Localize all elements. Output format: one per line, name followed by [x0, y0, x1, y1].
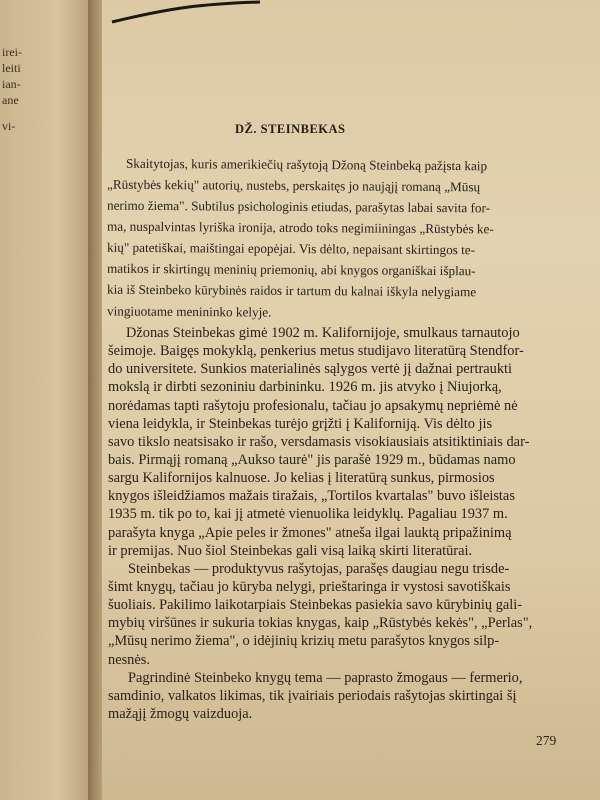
left-page-fragment: irei- [2, 45, 22, 59]
text-line: vingiuotame menininko kelyje. [106, 303, 272, 320]
text-line: sargu Kalifornijos kalnuose. Jo kelias į literatūrą sunkus, pirmosios [108, 470, 495, 487]
text-line: kia iš Steinbeko kūrybinės raidos ir tartum du kalnai iškyla nelygiame [106, 281, 477, 300]
text-line: šimt knygų, tačiau jo kūryba nelygi, prieštaringa ir vystosi savotiškais [108, 579, 511, 595]
left-page [0, 0, 95, 800]
text-line: „Mūsų nerimo žiema", o idėjinių krizių metu parašytos knygos silp- [108, 633, 500, 650]
text-line: 1935 m. tik po to, kai jį atmetė vienuolika leidyklų. Pagaliau 1937 m. [108, 506, 508, 523]
text-line: knygos išleidžiamos mažais tiražais, „Tortilos kvartalas" buvo išleistas [108, 488, 515, 505]
text-line: šeimoje. Baigęs mokyklą, penkerius metus studijavo literatūrą Stendfor- [108, 343, 524, 360]
text-line: nesnės. [108, 651, 150, 668]
text-line: Džonas Steinbekas gimė 1902 m. Kalifornijoje, smulkaus tarnautojo [126, 325, 520, 341]
left-page-fragment: vi- [2, 119, 16, 133]
text-line: Steinbekas — produktyvus rašytojas, parašęs daugiau negu trisde- [128, 560, 510, 577]
text-line: do universitete. Sunkios materialinės sąlygos vertė jį dažnai pertraukti [108, 361, 513, 378]
page-title: DŽ. STEINBEKAS [235, 122, 346, 136]
text-line: ir premijas. Nuo šiol Steinbekas gali visą laiką skirti literatūrai. [108, 542, 473, 559]
text-line: kių" patetiškai, maištingai epopėjai. Vis dėlto, nepaisant skirtingos te- [106, 239, 476, 258]
text-line: ma, nuspalvintas lyriška ironija, atrodo toks negimiiningas „Rūstybės ke- [106, 218, 494, 237]
text-line: mybių viršūnes ir sukuria tokias knygas, kaip „Rūstybės kekės", „Perlas", [108, 615, 533, 632]
text-line: Skaitytojas, kuris amerikiečių rašytoją Džoną Steinbeką pažįsta kaip [125, 155, 488, 174]
text-line: bais. Pirmąjį romaną „Aukso taurė" jis parašė 1929 m., būdamas namo [108, 452, 516, 468]
text-line: savo tikslo neatsisako ir rašo, versdamasis visokiausiais atsitiktiniais dar- [108, 433, 530, 450]
text-line: Pagrindinė Steinbeko knygų tema — paprasto žmogaus — fermerio, [128, 669, 523, 686]
text-line: mažąjį žmogų vaizduoja. [108, 706, 253, 722]
text-line: norėdamas tapti rašytoju profesionalu, tačiau jo apsakymų nepriėmė nė [108, 397, 518, 414]
left-page-fragment: ane [2, 93, 19, 107]
text-line: samdinio, valkatos likimas, tik įvairiais periodais rašytojas skirtingai šį [108, 687, 517, 704]
text-line: matikos ir skirtingų meninių priemonių, abi knygos organiškai išplau- [106, 260, 476, 279]
text-line: šuoliais. Pakilimo laikotarpiais Steinbekas pasiekia savo kūrybinių gali- [108, 597, 523, 614]
text-line: „Rūstybės kekių" autorių, nustebs, perskaitęs jo naująjį romaną „Mūsų [106, 176, 481, 195]
text-line: viena leidykla, ir Steinbekas turėjo grįžti į Kaliforniją. Vis dėlto jis [108, 415, 493, 432]
text-line: nerimo žiema". Subtilus psichologinis etiudas, parašytas labai savita for- [106, 197, 491, 216]
text-line: parašyta knyga „Apie peles ir žmones" atneša ilgai lauktą pripažinimą [108, 524, 512, 541]
text-line: mokslą ir dirbti sezoniniu darbininku. 1926 m. jis atvyko į Niujorką, [108, 379, 502, 396]
page-number: 279 [536, 733, 557, 748]
page-curl [0, 0, 600, 40]
left-page-fragment: leiti [2, 61, 21, 75]
left-page-fragment: ian- [2, 77, 21, 91]
